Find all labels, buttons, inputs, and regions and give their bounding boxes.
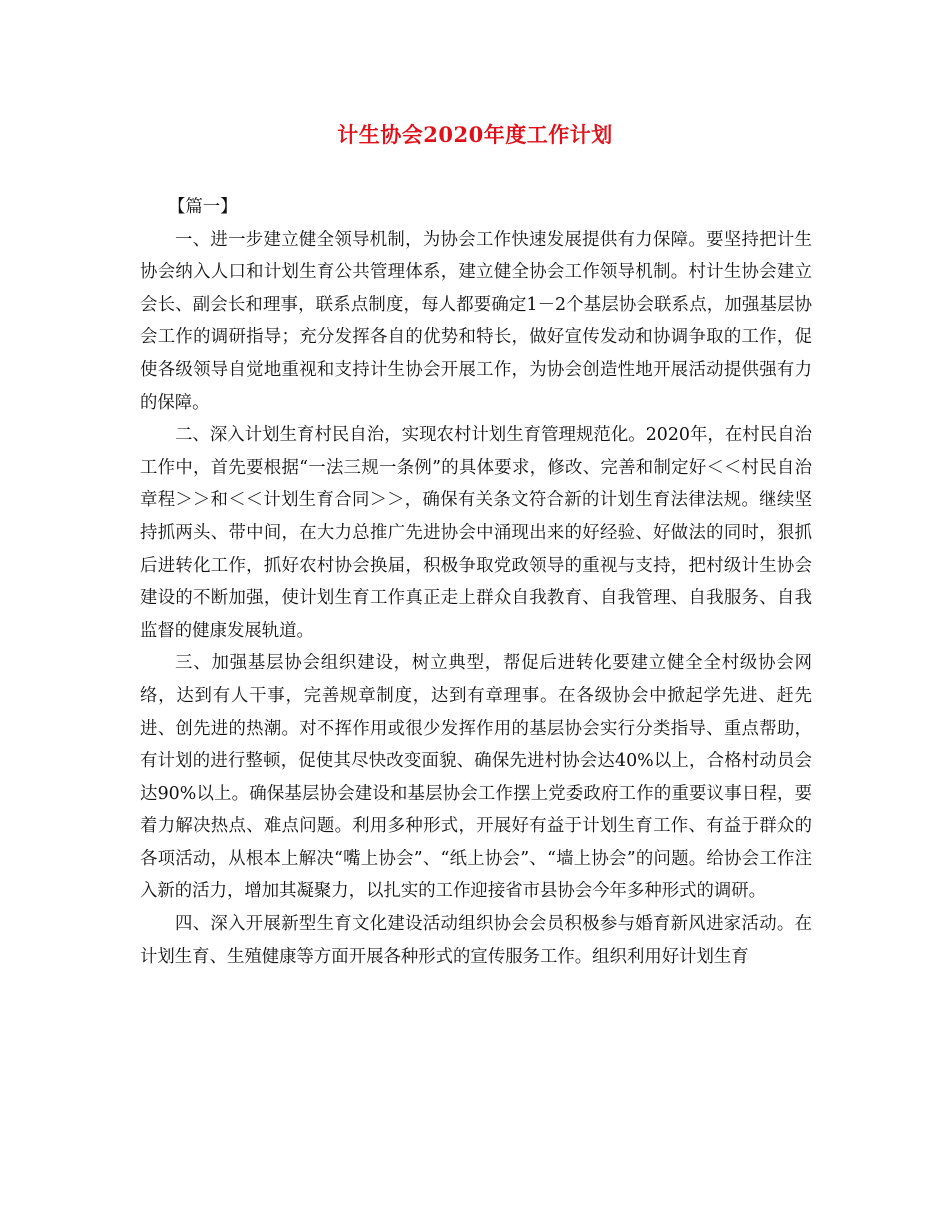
paragraph-1: 一、进一步建立健全领导机制，为协会工作快速发展提供有力保障。要坚持把计生协会纳入人口和计划生育公共管理体系，建立健全协会工作领导机制。村计生协会建立会长、副会长和理事，联系点制度，每人都要确定1－2个基层协会联系点，加强基层协会工作的调研指导；充分发挥各自的优势和特长，做好宣传发动和协调争取的工作，促使各级领导自觉地重视和支持计生协会开展工作，为协会创造性地开展活动提供强有力的保障。 [140,229,812,413]
paragraph-2: 二、深入计划生育村民自治，实现农村计划生育管理规范化。2020年，在村民自治工作中，首先要根据“一法三规一条例”的具体要求，修改、完善和制定好＜＜村民自治章程＞＞和＜＜计划生育合同＞＞，确保有关条文符合新的计划生育法律法规。继续坚持抓两头、带中间，在大力总推广先进协会中涌现出来的好经验、好做法的同时，狠抓后进转化工作，抓好农村协会换届，积极争取党政领导的重视与支持，把村级计生协会建设的不断加强，使计划生育工作真正走上群众自我教育、自我管理、自我服务、自我监督的健康发展轨道。 [140,425,812,641]
document-body [140,191,812,973]
paragraph-3: 三、加强基层协会组织建设，树立典型，帮促后进转化要建立健全全村级协会网络，达到有人干事，完善规章制度，达到有章理事。在各级协会中掀起学先进、赶先进、创先进的热潮。对不挥作用或很少发挥作用的基层协会实行分类指导、重点帮助，有计划的进行整顿，促使其尽快改变面貌、确保先进村协会达40%以上，合格村动员会达90%以上。确保基层协会建设和基层协会工作摆上党委政府工作的重要议事日程，要着力解决热点、难点问题。利用多种形式，开展好有益于计划生育工作、有益于群众的各项活动，从根本上解决“嘴上协会”、“纸上协会”、“墙上协会”的问题。给协会工作注入新的活力，增加其凝聚力，以扎实的工作迎接省市县协会今年多种形式的调研。 [140,653,812,902]
document-title: 计生协会2020年度工作计划 [337,122,613,147]
section-label: 【篇一】 [168,197,238,217]
paragraph-4: 四、深入开展新型生育文化建设活动组织协会会员积极参与婚育新风进家活动。在计划生育、生殖健康等方面开展各种形式的宣传服务工作。组织利用好计划生育 [140,914,812,967]
